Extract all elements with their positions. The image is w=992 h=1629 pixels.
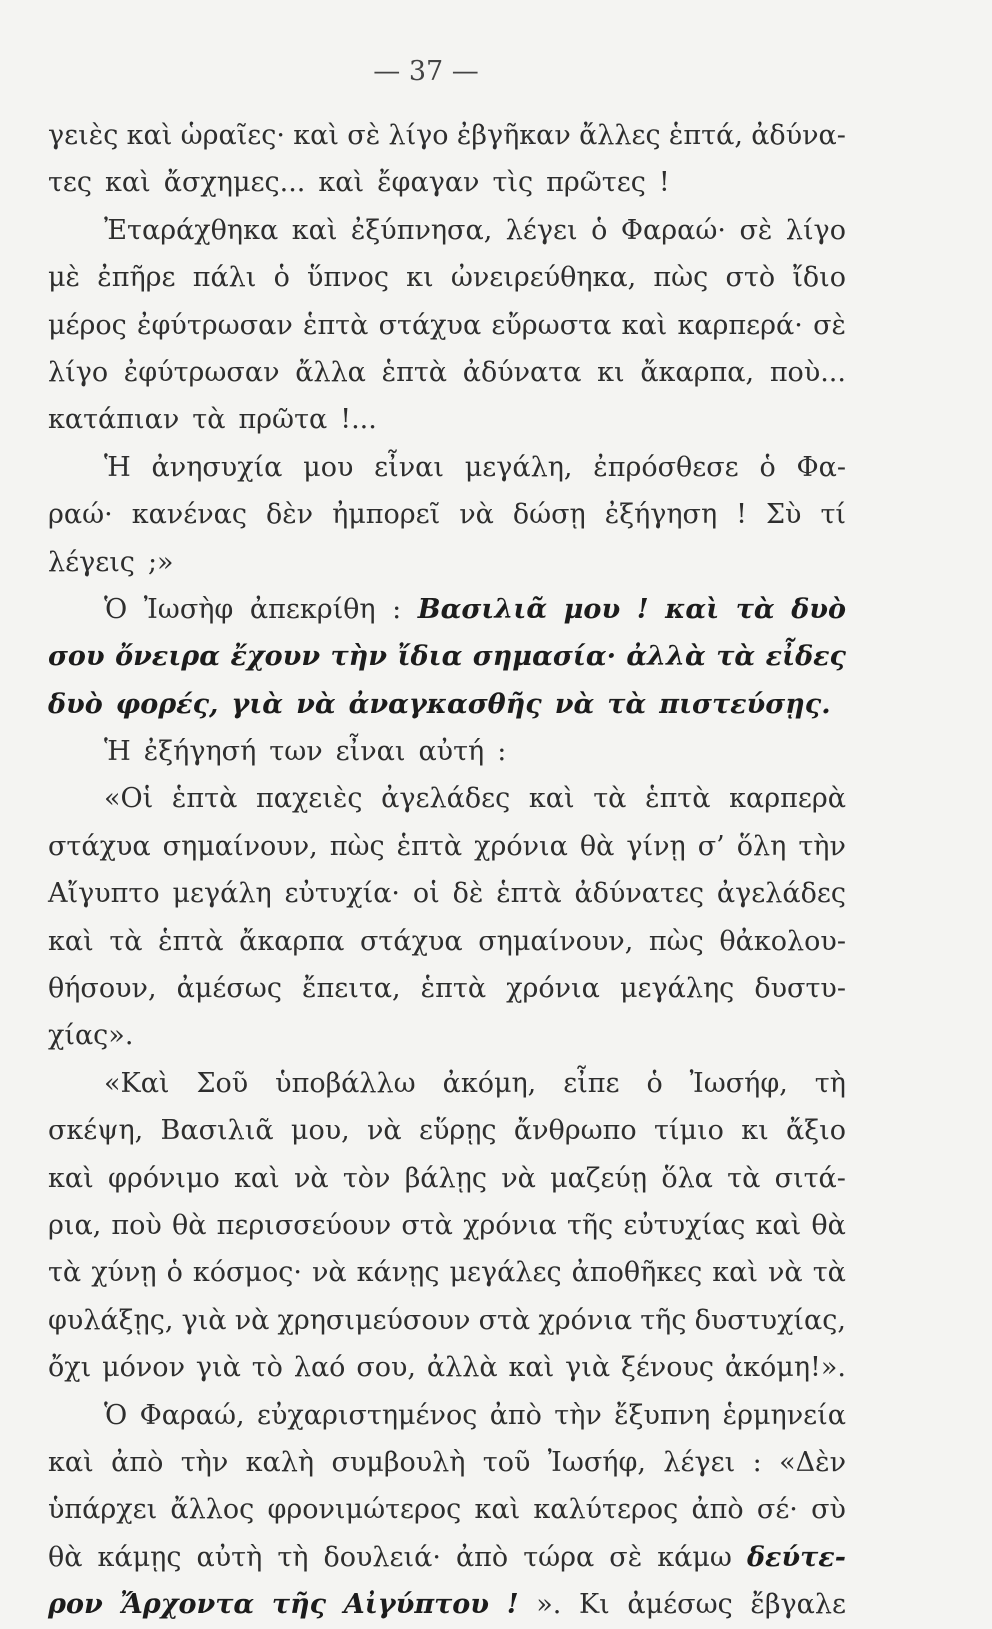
word: γειὲς bbox=[48, 120, 119, 151]
word: ἔπειτα, bbox=[302, 973, 401, 1005]
text-line bbox=[48, 1060, 846, 1107]
word: εὐχαριστημένος bbox=[257, 1399, 478, 1431]
word: σέ· bbox=[756, 1494, 798, 1526]
word: καὶ bbox=[48, 925, 94, 957]
word: κάνῃς bbox=[356, 1257, 440, 1289]
word: χρησιμεύσουν bbox=[277, 1304, 471, 1336]
word: αὐτὴ bbox=[196, 1541, 263, 1573]
word: ἐβγῆκαν bbox=[456, 120, 571, 151]
word: ἀπὸ bbox=[489, 1399, 542, 1431]
word: σημαίνουν, bbox=[162, 830, 318, 862]
word: σὺ bbox=[811, 1494, 846, 1526]
word: καὶ bbox=[474, 1494, 521, 1526]
word: δὲν bbox=[265, 499, 314, 531]
text-line bbox=[48, 444, 846, 491]
word: σιτά- bbox=[774, 1162, 846, 1194]
text-line bbox=[48, 539, 846, 586]
word: πὼς bbox=[329, 830, 385, 862]
word: ὁ bbox=[166, 1257, 183, 1289]
word: τοῦ bbox=[482, 1446, 531, 1478]
word: μεγάλες bbox=[449, 1257, 562, 1289]
word: τὴ bbox=[277, 1541, 309, 1573]
word: ἀπεκρίθη bbox=[249, 593, 376, 625]
word: καὶ bbox=[508, 1352, 555, 1384]
word: ». bbox=[536, 1589, 562, 1621]
word: Φαραώ· bbox=[620, 214, 726, 246]
word: ποὺ bbox=[111, 1209, 162, 1241]
word: καὶ bbox=[318, 167, 365, 199]
word: ἄσχημες... bbox=[163, 167, 306, 199]
word: ἑπτὰ bbox=[420, 973, 487, 1005]
word: Ἐταράχθηκα bbox=[104, 214, 279, 246]
word: στὰ bbox=[478, 1304, 531, 1336]
word: καρπερὰ bbox=[729, 783, 846, 815]
word: καὶ bbox=[293, 120, 339, 151]
text-line bbox=[48, 396, 846, 443]
word: εἶναι bbox=[335, 736, 406, 768]
word: χρόνια bbox=[538, 1304, 633, 1336]
word: ὕπνος bbox=[307, 262, 389, 294]
text-line bbox=[48, 1297, 846, 1344]
word: ἄλλες bbox=[579, 120, 661, 151]
word: ὠνειρεύθηκα, bbox=[450, 262, 637, 294]
word: τώρα bbox=[523, 1541, 595, 1573]
word: πὼς bbox=[648, 925, 704, 957]
word: δυὸ bbox=[48, 688, 103, 720]
text-line bbox=[48, 1249, 846, 1296]
text-line bbox=[48, 1155, 846, 1202]
word: ἄκαρπα bbox=[239, 925, 345, 957]
word: των bbox=[269, 736, 323, 768]
word: νὰ bbox=[293, 1162, 329, 1194]
word: λίγο bbox=[785, 214, 846, 246]
word: θἀκολου- bbox=[719, 925, 846, 957]
word: ἑπτὰ bbox=[302, 309, 369, 341]
text-line bbox=[48, 112, 846, 159]
word: ἐξήγηση bbox=[604, 499, 718, 531]
word: χρόνια bbox=[506, 973, 600, 1005]
word: ἀναγκασθῆς bbox=[348, 688, 542, 720]
word: ἀδύνα- bbox=[751, 120, 846, 151]
word: ἑπτά, bbox=[668, 120, 743, 151]
word: ραώ· bbox=[48, 499, 113, 531]
word: λίγο bbox=[48, 356, 109, 388]
word: θὰ bbox=[579, 830, 615, 862]
word: ἄλλος bbox=[170, 1494, 255, 1526]
word: ἄνθρωπο bbox=[513, 1115, 637, 1147]
word: εὐτυχίας bbox=[623, 1209, 746, 1241]
word: παχειὲς bbox=[255, 783, 363, 815]
word: λαό bbox=[293, 1352, 346, 1384]
word: μου bbox=[563, 593, 621, 625]
word: χύνῃ bbox=[91, 1257, 157, 1289]
word: τὴ bbox=[814, 1067, 846, 1099]
word: «Οἱ bbox=[104, 783, 154, 815]
word: δὲ bbox=[452, 878, 484, 910]
word: φρονιμώτερος bbox=[267, 1494, 462, 1526]
word: τίμιο bbox=[653, 1115, 724, 1147]
word: καὶ bbox=[48, 1162, 94, 1194]
word: τὰ bbox=[109, 925, 143, 957]
word: ἄξιο bbox=[786, 1115, 846, 1147]
word: τὰ bbox=[607, 688, 647, 720]
word: ;» bbox=[147, 546, 174, 578]
word: δυστυ- bbox=[754, 973, 846, 1005]
word: ἀπὸ bbox=[691, 1494, 744, 1526]
text-line bbox=[48, 254, 846, 301]
word: ἑπτὰ bbox=[645, 783, 711, 815]
word: τῆς bbox=[271, 1589, 327, 1621]
word: λέγει bbox=[663, 1446, 736, 1478]
word: φυλάξῃς, bbox=[48, 1304, 174, 1336]
word: στάχυα bbox=[359, 925, 463, 957]
word: ἐξύπνησα, bbox=[350, 214, 493, 246]
word: ἐφύτρωσαν bbox=[137, 309, 293, 341]
word: σκέψη, bbox=[48, 1115, 144, 1147]
word: περισσεύουν bbox=[216, 1209, 392, 1241]
text-line bbox=[48, 1392, 846, 1439]
word: νὰ bbox=[311, 1257, 347, 1289]
word: ! bbox=[636, 593, 649, 625]
word: Βασιλιᾶ bbox=[417, 593, 548, 625]
text-line bbox=[48, 586, 846, 633]
word: Ἡ bbox=[104, 451, 131, 483]
text-line bbox=[48, 1439, 846, 1486]
word: πρῶτες bbox=[546, 167, 646, 199]
word: ἄκαρπα, bbox=[640, 356, 755, 388]
word: τὰ bbox=[812, 1257, 846, 1289]
word: ἴδιο bbox=[792, 262, 846, 294]
word: καὶ bbox=[712, 1257, 758, 1289]
word: εὔρωστα bbox=[491, 309, 612, 341]
word: τὴν bbox=[798, 830, 846, 862]
word: μου, bbox=[290, 1115, 350, 1147]
word: ἀδύνατα bbox=[462, 356, 582, 388]
word: τὴν bbox=[330, 641, 388, 673]
word: ἑπτὰ bbox=[381, 356, 448, 388]
word: χρόνια bbox=[474, 830, 568, 862]
word: ὁ bbox=[759, 451, 776, 483]
word: θήσουν, bbox=[48, 973, 157, 1005]
word: Αἴγυπτο bbox=[48, 878, 160, 910]
word: σὲ bbox=[347, 120, 381, 151]
word: Σὺ bbox=[765, 499, 802, 531]
word: Ἡ bbox=[104, 736, 131, 768]
text-line bbox=[48, 1107, 846, 1154]
word: μεγάλη, bbox=[464, 451, 573, 483]
word: κι bbox=[597, 356, 625, 388]
word: τες bbox=[48, 167, 93, 199]
word: μέρος bbox=[48, 309, 127, 341]
word: ἑρμηνεία bbox=[722, 1399, 846, 1431]
word: ὄχι bbox=[48, 1352, 92, 1384]
word: εὐτυχία· bbox=[284, 878, 401, 910]
word: νὰ bbox=[768, 1257, 803, 1289]
word: νὰ bbox=[459, 499, 494, 531]
word: Αἰγύπτου bbox=[343, 1589, 490, 1621]
text-line bbox=[48, 1581, 846, 1628]
word: σὲ bbox=[813, 309, 846, 341]
word: συμβουλὴ bbox=[331, 1446, 466, 1478]
word: σημαίνουν, bbox=[478, 925, 634, 957]
word: ξένους bbox=[620, 1352, 715, 1384]
word: τὴν bbox=[554, 1399, 602, 1431]
word: γιὰ bbox=[181, 1304, 227, 1336]
word: καλύτερος bbox=[533, 1494, 679, 1526]
word: καὶ bbox=[105, 167, 151, 199]
word: Φα- bbox=[796, 451, 846, 483]
word: ἠμπορεῖ bbox=[332, 499, 441, 531]
word: τὰ bbox=[593, 783, 627, 815]
word: τί bbox=[820, 499, 846, 531]
word: τὸ bbox=[251, 1352, 283, 1384]
word: πάλι bbox=[192, 262, 257, 294]
word: «Δὲν bbox=[779, 1446, 846, 1478]
word: τὶς bbox=[492, 167, 534, 199]
word: νὰ bbox=[234, 1304, 270, 1336]
word: σὲ bbox=[739, 214, 773, 246]
word: τὰ bbox=[735, 593, 775, 625]
word: κατάπιαν bbox=[48, 404, 180, 436]
word: λέγει bbox=[505, 214, 578, 246]
word: ἄλλα bbox=[295, 356, 366, 388]
word: τὰ bbox=[727, 1162, 761, 1194]
word: καὶ bbox=[755, 1209, 802, 1241]
word: πὼς bbox=[653, 262, 709, 294]
word: χρόνια bbox=[463, 1209, 557, 1241]
word: ὁ bbox=[273, 262, 290, 294]
text-line bbox=[48, 728, 846, 775]
word: καὶ bbox=[234, 1162, 280, 1194]
text-line bbox=[48, 349, 846, 396]
word: κανένας bbox=[131, 499, 247, 531]
word: ἀπὸ bbox=[455, 1541, 509, 1573]
text-line bbox=[48, 302, 846, 349]
word: μόνον bbox=[102, 1352, 185, 1384]
text-line bbox=[48, 965, 846, 1012]
word: ἑπτὰ bbox=[171, 783, 238, 815]
text-line bbox=[48, 918, 846, 965]
word: φορές, bbox=[115, 688, 219, 720]
word: Ἰωσήφ, bbox=[547, 1446, 646, 1478]
word: ἔφαγαν bbox=[377, 167, 480, 199]
word: ἐξήγησή bbox=[143, 736, 257, 768]
word: δουλειά· bbox=[323, 1541, 441, 1573]
word: πρῶτα bbox=[238, 404, 328, 436]
word: : bbox=[392, 593, 402, 625]
word: ἀνησυχία bbox=[151, 451, 283, 483]
word: κόσμος· bbox=[192, 1257, 302, 1289]
word: σ’ bbox=[697, 830, 725, 862]
text-line bbox=[48, 775, 846, 822]
word: ἀμέσως bbox=[627, 1589, 733, 1621]
word: Ἄρχοντα bbox=[120, 1589, 255, 1621]
text-line bbox=[48, 1486, 846, 1533]
word: : bbox=[497, 736, 507, 768]
word: γιὰ bbox=[195, 1352, 241, 1384]
word: Σοῦ bbox=[196, 1067, 249, 1099]
text-line bbox=[48, 681, 846, 728]
word: καὶ bbox=[291, 214, 338, 246]
word: φρόνιμο bbox=[107, 1162, 220, 1194]
body-text bbox=[48, 112, 846, 1629]
word: Ὁ bbox=[104, 1399, 128, 1431]
word: ἀμέσως bbox=[176, 973, 282, 1005]
word: σου bbox=[48, 641, 105, 673]
text-line bbox=[48, 823, 846, 870]
word: κι bbox=[406, 262, 434, 294]
word: λέγεις bbox=[48, 546, 135, 578]
word: κι bbox=[741, 1115, 769, 1147]
word: Φαραώ, bbox=[139, 1399, 245, 1431]
text-line bbox=[48, 1202, 846, 1249]
word: ἐπρόσθεσε bbox=[593, 451, 739, 483]
page-number: — 37 — bbox=[373, 56, 479, 87]
word: οἱ bbox=[412, 878, 440, 910]
word: ! bbox=[736, 499, 747, 531]
word: καὶ bbox=[621, 309, 668, 341]
word: τὸν bbox=[342, 1162, 391, 1194]
text-line bbox=[48, 1534, 846, 1581]
word: : bbox=[752, 1446, 762, 1478]
word: ἑπτὰ bbox=[496, 878, 562, 910]
word: ἔχουν bbox=[230, 641, 321, 673]
word: Ἰωσήφ, bbox=[689, 1067, 788, 1099]
word: λίγο bbox=[388, 120, 449, 151]
word: καὶ bbox=[665, 593, 720, 625]
word: αὐτή bbox=[418, 736, 485, 768]
word: ἑπτὰ bbox=[396, 830, 463, 862]
word: νὰ bbox=[296, 688, 336, 720]
word: καὶ bbox=[126, 120, 173, 151]
word: ἴδια bbox=[397, 641, 463, 673]
word: μου bbox=[303, 451, 354, 483]
word: γιὰ bbox=[231, 688, 284, 720]
word: μὲ bbox=[48, 262, 81, 294]
word: ὄνειρα bbox=[115, 641, 221, 673]
text-line bbox=[48, 633, 846, 680]
word: νὰ bbox=[501, 1162, 536, 1194]
word: μεγάλη bbox=[172, 878, 272, 910]
word: ὁ bbox=[591, 214, 608, 246]
word: κάμῃς bbox=[97, 1541, 182, 1573]
text-line bbox=[48, 207, 846, 254]
word: ὅλα bbox=[661, 1162, 713, 1194]
word: τῆς bbox=[566, 1209, 614, 1241]
word: σημασία· bbox=[472, 641, 616, 673]
text-line bbox=[48, 159, 846, 206]
word: ἑπτὰ bbox=[158, 925, 224, 957]
word: σου, bbox=[356, 1352, 417, 1384]
word: ὁ bbox=[646, 1067, 663, 1099]
word: χίας». bbox=[48, 1020, 134, 1052]
word: Κι bbox=[578, 1589, 610, 1621]
word: ὑποβάλλω bbox=[275, 1067, 416, 1099]
word: καρπερά· bbox=[677, 309, 803, 341]
word: γιὰ bbox=[565, 1352, 611, 1384]
word: ἐπῆρε bbox=[97, 262, 176, 294]
word: δεύτε- bbox=[746, 1541, 846, 1573]
word: ὑπάρχει bbox=[48, 1494, 158, 1526]
word: στὸ bbox=[725, 262, 776, 294]
word: γίνῃ bbox=[626, 830, 686, 862]
text-line bbox=[48, 870, 846, 917]
word: ἀλλὰ bbox=[426, 1352, 498, 1384]
word: ποὺ... bbox=[769, 356, 846, 388]
word: ἀδύνατες bbox=[574, 878, 705, 910]
word: τὰ bbox=[48, 1257, 82, 1289]
word: εἶπε bbox=[563, 1067, 620, 1099]
word: ! bbox=[658, 167, 670, 199]
word: ὡραῖες· bbox=[180, 120, 285, 151]
word: στάχυα bbox=[378, 309, 482, 341]
word: θὰ bbox=[48, 1541, 83, 1573]
word: ἀγελάδες bbox=[716, 878, 846, 910]
word: ἀκόμη, bbox=[442, 1067, 537, 1099]
word: ἀκόμη!». bbox=[724, 1352, 846, 1384]
word: δυστυχίας, bbox=[694, 1304, 846, 1336]
word: νὰ bbox=[367, 1115, 402, 1147]
word: στάχυα bbox=[48, 830, 151, 862]
word: Ἰωσὴφ bbox=[143, 593, 234, 625]
word: ἔξυπνη bbox=[614, 1399, 711, 1431]
word: καὶ bbox=[48, 1446, 94, 1478]
text-line bbox=[48, 1344, 846, 1391]
word: ! bbox=[506, 1589, 519, 1621]
word: εἶναι bbox=[374, 451, 444, 483]
word: νὰ bbox=[554, 688, 595, 720]
word: «Καὶ bbox=[104, 1067, 170, 1099]
word: βάλῃς bbox=[404, 1162, 487, 1194]
word: !... bbox=[340, 404, 377, 436]
word: ἀπὸ bbox=[111, 1446, 164, 1478]
word: τὴν bbox=[180, 1446, 229, 1478]
word: στὰ bbox=[401, 1209, 453, 1241]
word: τὰ bbox=[716, 641, 756, 673]
word: κάμω bbox=[657, 1541, 732, 1573]
word: Βασιλιᾶ bbox=[160, 1115, 274, 1147]
word: τῆς bbox=[640, 1304, 687, 1336]
word: καὶ bbox=[528, 783, 575, 815]
word: σὲ bbox=[609, 1541, 643, 1573]
word: μεγάλης bbox=[619, 973, 735, 1005]
word: ἀποθῆκες bbox=[571, 1257, 703, 1289]
text-line bbox=[48, 1012, 846, 1059]
word: ἀλλὰ bbox=[626, 641, 706, 673]
word: εὕρῃς bbox=[418, 1115, 497, 1147]
word: ρον bbox=[48, 1589, 103, 1621]
word: μαζεύῃ bbox=[550, 1162, 648, 1194]
word: καλὴ bbox=[245, 1446, 315, 1478]
word: ἀγελάδες bbox=[381, 783, 511, 815]
word: δυὸ bbox=[791, 593, 846, 625]
word: θὰ bbox=[171, 1209, 207, 1241]
word: ἐφύτρωσαν bbox=[123, 356, 280, 388]
word: Ὁ bbox=[104, 593, 128, 625]
text-line bbox=[48, 491, 846, 538]
word: ρια, bbox=[48, 1209, 102, 1241]
word: εἶδες bbox=[765, 641, 846, 673]
word: ὅλη bbox=[736, 830, 787, 862]
word: ἔβγαλε bbox=[750, 1589, 846, 1621]
word: δώσῃ bbox=[512, 499, 586, 531]
word: πιστεύσῃς. bbox=[659, 688, 831, 720]
word: θὰ bbox=[811, 1209, 846, 1241]
word: τὰ bbox=[192, 404, 226, 436]
